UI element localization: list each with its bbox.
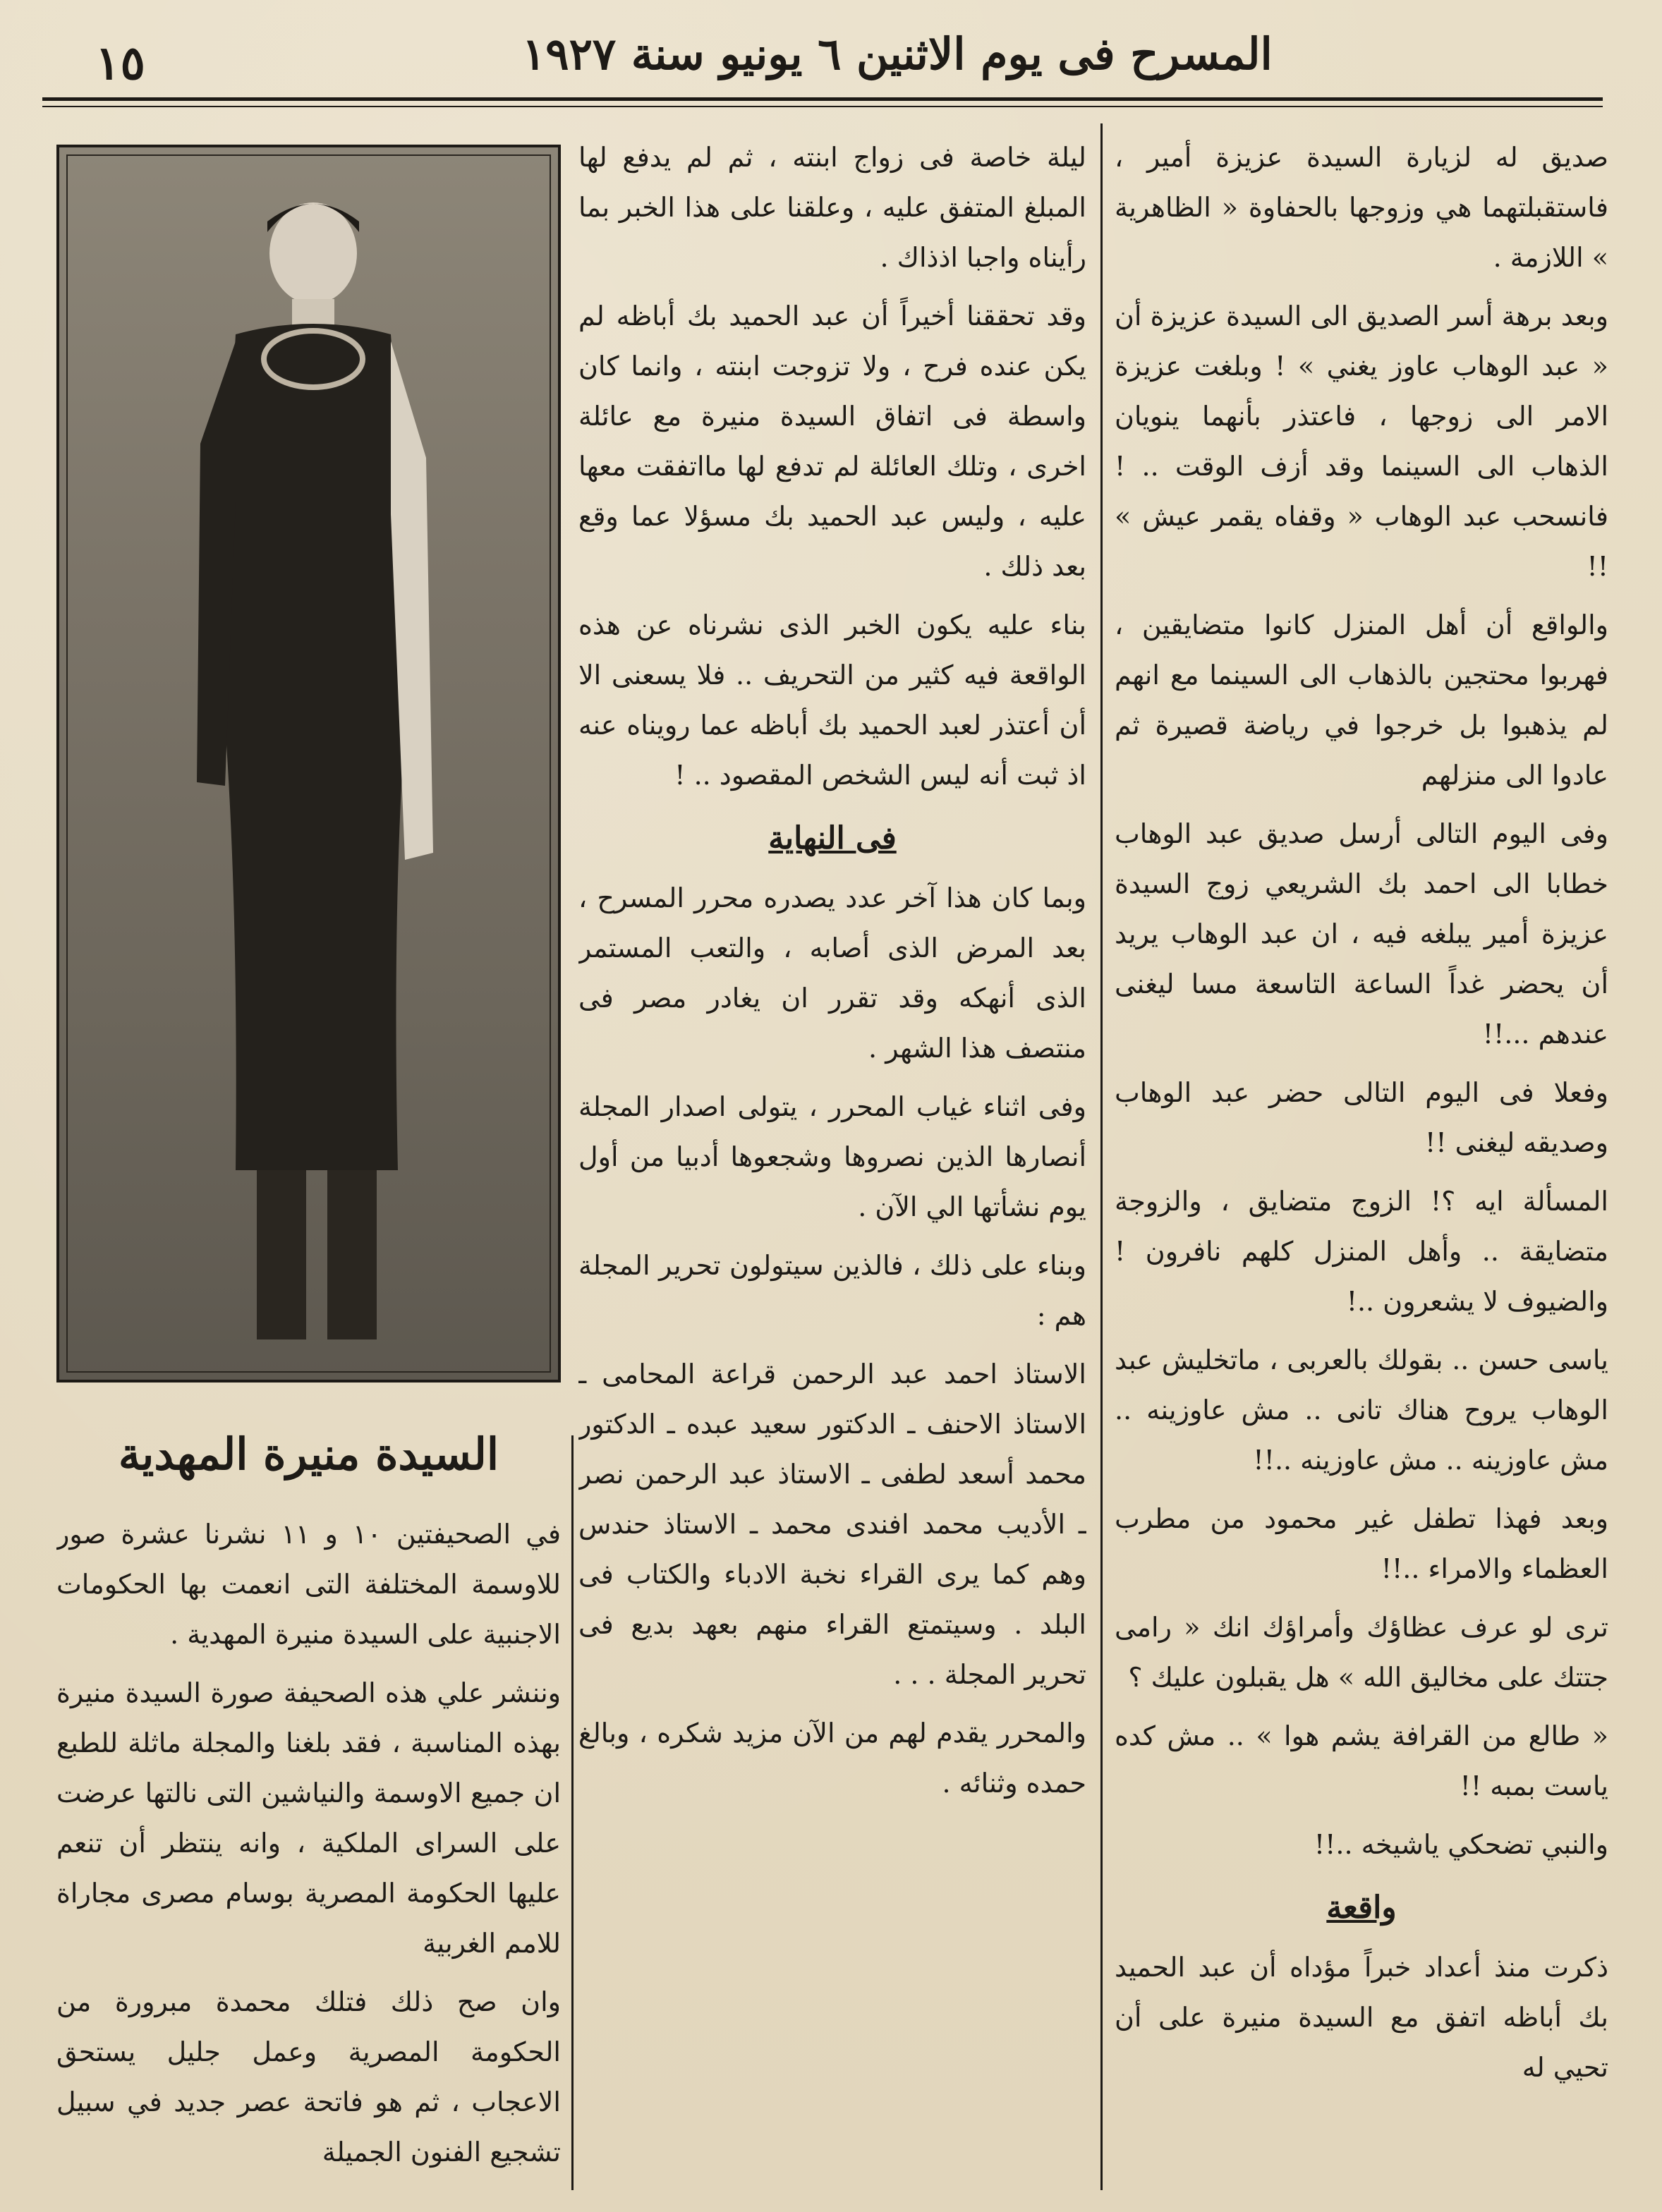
- paragraph: صديق له لزيارة السيدة عزيزة أمير ، فاستقبلتهما هي وزوجها بالحفاوة « الظاهرية » اللازمة .: [1115, 142, 1608, 273]
- column-middle: [578, 133, 1086, 2203]
- page-number: ١٥: [95, 35, 145, 90]
- paragraph: وبناء على ذلك ، فالذين سيتولون تحرير المجلة هم :: [578, 1250, 1086, 1331]
- paragraph: وقد تحققنا أخيراً أن عبد الحميد بك أباظه لم يكن عنده فرح ، ولا تزوجت ابنته ، وانما كان واسطة فى اتفاق السيدة منيرة مع عائلة اخرى ، وتلك العائلة لم تدفع لها مااتفقت معها عليه ، وليس عبد الحميد بك مسؤلا عما وقع بعد ذلك .: [578, 300, 1086, 582]
- paragraph: وان صح ذلك فتلك محمدة مبرورة من الحكومة المصرية وعمل جليل يستحق الاعجاب ، ثم هو فاتحة عصر جديد في سبيل تشجيع الفنون الجميلة: [56, 1986, 561, 2168]
- header-rule: [42, 97, 1603, 101]
- woman-portrait-figure: [59, 147, 558, 1380]
- paragraph: ليلة خاصة فى زواج ابنته ، ثم لم يدفع لها المبلغ المتفق عليه ، وعلقنا على هذا الخبر بما رأيناه واجبا اذذاك .: [578, 142, 1086, 273]
- paragraph: وفى اليوم التالى أرسل صديق عبد الوهاب خطابا الى احمد بك الشريعي زوج السيدة عزيزة أمير يبلغه فيه ، ان عبد الوهاب يريد أن يحضر غداً الساعة التاسعة مسا ليغنى عندهم ...!!: [1115, 818, 1608, 1050]
- paragraph: وبعد برهة أسر الصديق الى السيدة عزيزة أن « عبد الوهاب عاوز يغني » ! وبلغت عزيزة الامر الى زوجها ، فاعتذر بأنهما ينويان الذهاب الى السينما وقد أزف الوقت .. ! فانسحب عبد الوهاب « وقفاه يقمر عيش » !!: [1115, 300, 1608, 582]
- paragraph: « طالع من القرافة يشم هوا » .. مش كده ياست بمبه !!: [1115, 1720, 1608, 1801]
- paragraph: في الصحيفتين ١٠ و ١١ نشرنا عشرة صور للاوسمة المختلفة التى انعمت بها الحكومات الاجنبية على السيدة منيرة المهدية .: [56, 1519, 561, 1650]
- paragraph: ترى لو عرف عظاؤك وأمراؤك انك « رامى جتتك على مخاليق الله » هل يقبلون عليك ؟: [1115, 1612, 1608, 1693]
- section-heading-final: فى النهاية: [768, 820, 897, 856]
- paragraph: ذكرت منذ أعداد خبراً مؤداه أن عبد الحميد بك أباظه اتفق مع السيدة منيرة على أن تحيي له: [1115, 1952, 1608, 2083]
- paragraph: والمحرر يقدم لهم من الآن مزيد شكره ، وبالغ حمده وثنائه .: [578, 1718, 1086, 1799]
- paragraph: المسألة ايه ؟! الزوج متضايق ، والزوجة متضايقة .. وأهل المنزل كلهم نافرون ! والضيوف لا يشعرون ..!: [1115, 1186, 1608, 1317]
- photo-caption: السيدة منيرة المهدية: [118, 1428, 499, 1480]
- paragraph: والنبي تضحكي ياشيخه ..!!: [1314, 1829, 1608, 1860]
- paragraph: الاستاذ احمد عبد الرحمن قراعة المحامى ـ الاستاذ الاحنف ـ الدكتور سعيد عبده ـ الدكتور محمد أسعد لطفى ـ الاستاذ عبد الرحمن نصر ـ الأديب محمد افندى محمد ـ الاستاذ حندس وهم كما يرى القراء نخبة الادباء والكتاب فى البلد . وسيتمتع القراء منهم بعهد بديع فى تحرير المجلة . . .: [578, 1359, 1086, 1690]
- column-left: [56, 1509, 561, 2201]
- paragraph: وننشر علي هذه الصحيفة صورة السيدة منيرة بهذه المناسبة ، فقد بلغنا والمجلة ماثلة للطبع ان جميع الاوسمة والنياشين التى نالتها عرضت على السراى الملكية ، وانه ينتظر أن تنعم عليها الحكومة المصرية بوسام مصرى مجاراة للامم الغربية: [56, 1677, 561, 1959]
- paragraph: ياسى حسن .. بقولك بالعربى ، ماتخليش عبد الوهاب يروح هناك تانى .. مش عاوزينه .. مش عاوزينه .. مش عاوزينه ..!!: [1115, 1344, 1608, 1476]
- portrait-photo: [56, 145, 561, 1382]
- paragraph: وبعد فهذا تطفل غير محمود من مطرب العظماء والامراء ..!!: [1115, 1503, 1608, 1584]
- header-rule-thin: [42, 106, 1603, 107]
- section-heading-waqia: واقعة: [1326, 1890, 1397, 1926]
- column-divider-left: [571, 1435, 574, 2190]
- paragraph: وفعلا فى اليوم التالى حضر عبد الوهاب وصديقه ليغنى !!: [1115, 1077, 1608, 1158]
- column-divider-right: [1100, 123, 1103, 2190]
- paragraph: وبما كان هذا آخر عدد يصدره محرر المسرح ، بعد المرض الذى أصابه ، والتعب المستمر الذى أنهكه وقد تقرر ان يغادر مصر فى منتصف هذا الشهر .: [578, 882, 1086, 1064]
- paragraph: والواقع أن أهل المنزل كانوا متضايقين ، فهربوا محتجين بالذهاب الى السينما مع انهم لم يذهبوا بل خرجوا في رياضة قصيرة ثم عادوا الى منزلهم: [1115, 609, 1608, 791]
- masthead-title: المسرح فى يوم الاثنين ٦ يونيو سنة ١٩٢٧: [522, 28, 1273, 80]
- column-right: [1115, 133, 1608, 2203]
- paragraph: بناء عليه يكون الخبر الذى نشرناه عن هذه الواقعة فيه كثير من التحريف .. فلا يسعنى الا أن أعتذر لعبد الحميد بك أباظه عما رويناه عنه اذ ثبت أنه ليس الشخص المقصود .. !: [578, 609, 1086, 791]
- paragraph: وفى اثناء غياب المحرر ، يتولى اصدار المجلة أنصارها الذين نصروها وشجعوها أدبيا من أول يوم نشأتها الي الآن .: [578, 1091, 1086, 1222]
